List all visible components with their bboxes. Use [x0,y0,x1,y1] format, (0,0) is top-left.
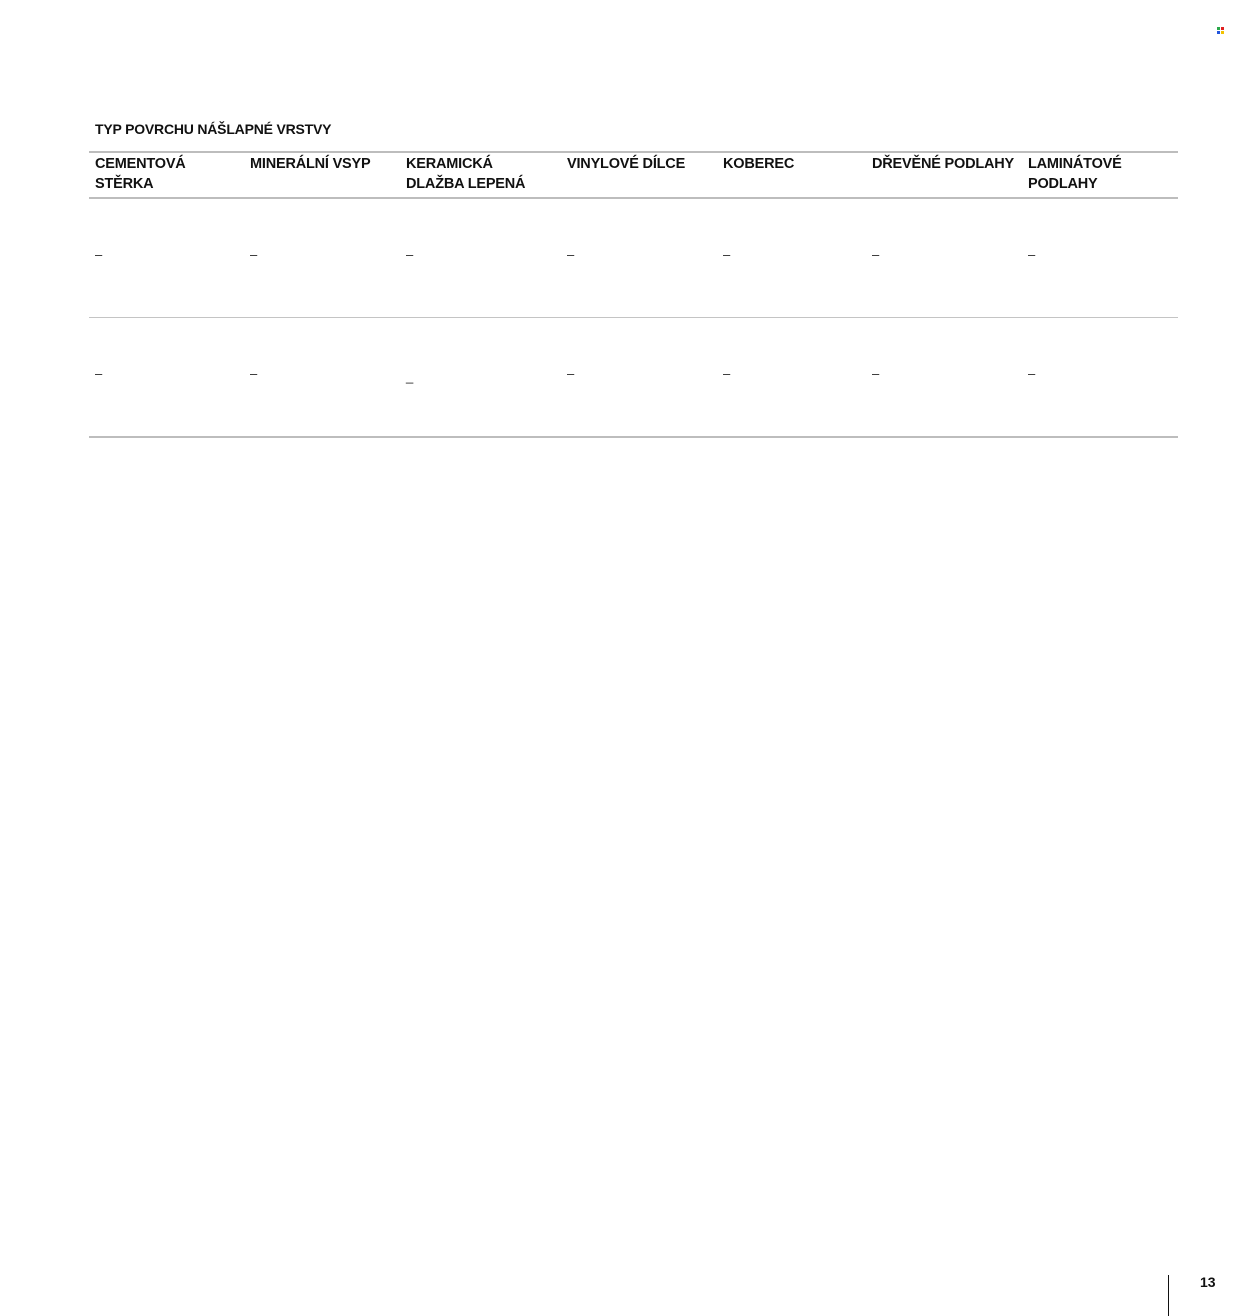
column-header-line: KERAMICKÁ [406,156,493,172]
table-cell: – [1028,366,1036,381]
table-row [89,318,1178,438]
column-header-line: STĚRKA [95,175,154,192]
table-header-row [89,151,1178,199]
table-cell: – [250,366,258,381]
table-cell: – [95,247,103,262]
column-header-line: DŘEVĚNÉ PODLAHY [872,156,1015,172]
column-header-cementova-sterka [95,155,186,194]
table-cell: – [723,366,731,381]
table-cell: – [567,247,575,262]
page-number: 13 [1200,1274,1216,1290]
column-header-line: KOBEREC [723,156,795,172]
table-cell: – [872,247,880,262]
table-cell: _ [406,369,414,384]
column-header-line: VINYLOVÉ DÍLCE [567,156,686,172]
table-cell: – [723,247,731,262]
registration-swatch-blue [1217,31,1220,34]
table-cell: – [406,247,414,262]
column-header-line: DLAŽBA LEPENÁ [406,175,526,192]
table-cell: – [1028,247,1036,262]
column-header-koberec [723,155,794,175]
column-header-line: PODLAHY [1028,175,1098,192]
registration-swatch-yellow [1221,31,1224,34]
registration-swatch-red [1221,27,1224,30]
column-header-line: LAMINÁTOVÉ [1028,156,1122,172]
table-cell: – [567,366,575,381]
column-header-mineralni-vsyp [250,155,370,175]
color-registration-mark [1217,27,1224,34]
table-cell: – [872,366,880,381]
table-row [89,199,1178,318]
column-header-keramicka-dlazba [406,155,525,194]
column-header-line: CEMENTOVÁ [95,156,186,172]
table-cell: – [250,247,258,262]
column-header-drevene-podlahy [872,155,1014,175]
page-number-divider [1168,1275,1169,1316]
column-header-vinylove-dilce [567,155,685,175]
registration-swatch-green [1217,27,1220,30]
column-header-laminatove-podlahy [1028,155,1122,194]
table-cell: – [95,366,103,381]
column-header-line: MINERÁLNÍ VSYP [250,156,371,172]
surface-type-table [89,151,1178,438]
section-title: TYP POVRCHU NÁŠLAPNÉ VRSTVY [95,121,332,137]
